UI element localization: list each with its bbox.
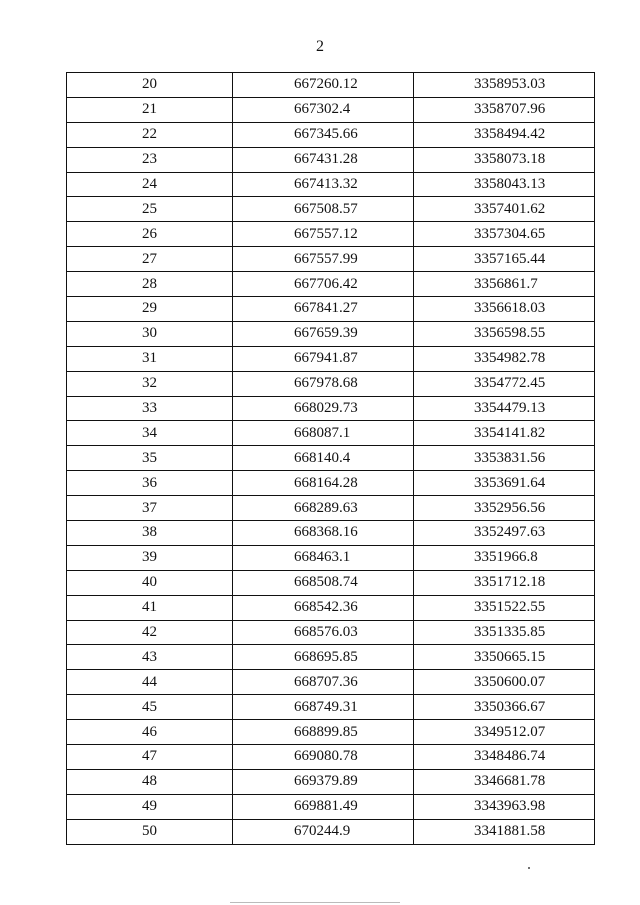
scan-edge-line [230,902,400,903]
table-row [67,496,595,521]
table-row [67,346,595,371]
point-number-cell: 35 [67,446,233,471]
point-number-cell: 27 [67,247,233,272]
x-coordinate-cell: 669881.49 [233,794,414,819]
table-row [67,720,595,745]
y-coordinate-cell: 3346681.78 [414,769,595,794]
x-coordinate-cell: 667431.28 [233,147,414,172]
y-coordinate-cell: 3343963.98 [414,794,595,819]
point-number-cell: 21 [67,97,233,122]
y-coordinate-cell: 3351712.18 [414,570,595,595]
point-number-cell: 43 [67,645,233,670]
table-row [67,695,595,720]
x-coordinate-cell: 668899.85 [233,720,414,745]
y-coordinate-cell: 3353831.56 [414,446,595,471]
table-row [67,570,595,595]
x-coordinate-cell: 669080.78 [233,745,414,770]
y-coordinate-cell: 3353691.64 [414,471,595,496]
table-row [67,172,595,197]
y-coordinate-cell: 3350600.07 [414,670,595,695]
y-coordinate-cell: 3354982.78 [414,346,595,371]
x-coordinate-cell: 667260.12 [233,73,414,98]
y-coordinate-cell: 3358953.03 [414,73,595,98]
table-row [67,247,595,272]
x-coordinate-cell: 667941.87 [233,346,414,371]
y-coordinate-cell: 3350665.15 [414,645,595,670]
point-number-cell: 45 [67,695,233,720]
point-number-cell: 48 [67,769,233,794]
y-coordinate-cell: 3356861.7 [414,272,595,297]
x-coordinate-cell: 668289.63 [233,496,414,521]
scan-speck [528,867,530,869]
table-row [67,521,595,546]
y-coordinate-cell: 3349512.07 [414,720,595,745]
y-coordinate-cell: 3354479.13 [414,396,595,421]
point-number-cell: 46 [67,720,233,745]
table-row [67,794,595,819]
table-row [67,595,595,620]
table-row [67,97,595,122]
point-number-cell: 29 [67,297,233,322]
table-row [67,147,595,172]
x-coordinate-cell: 668164.28 [233,471,414,496]
x-coordinate-cell: 668463.1 [233,545,414,570]
table-row [67,222,595,247]
table-row [67,769,595,794]
y-coordinate-cell: 3354772.45 [414,371,595,396]
point-number-cell: 22 [67,122,233,147]
table-row [67,297,595,322]
y-coordinate-cell: 3356618.03 [414,297,595,322]
point-number-cell: 25 [67,197,233,222]
table-row [67,321,595,346]
y-coordinate-cell: 3358707.96 [414,97,595,122]
table-row [67,122,595,147]
point-number-cell: 47 [67,745,233,770]
table-row [67,73,595,98]
point-number-cell: 33 [67,396,233,421]
x-coordinate-cell: 668508.74 [233,570,414,595]
point-number-cell: 41 [67,595,233,620]
point-number-cell: 31 [67,346,233,371]
x-coordinate-cell: 668368.16 [233,521,414,546]
point-number-cell: 32 [67,371,233,396]
coordinate-table [66,72,595,845]
table-row [67,421,595,446]
x-coordinate-cell: 667345.66 [233,122,414,147]
point-number-cell: 38 [67,521,233,546]
y-coordinate-cell: 3357304.65 [414,222,595,247]
point-number-cell: 28 [67,272,233,297]
point-number-cell: 36 [67,471,233,496]
point-number-cell: 39 [67,545,233,570]
y-coordinate-cell: 3358073.18 [414,147,595,172]
x-coordinate-cell: 668695.85 [233,645,414,670]
x-coordinate-cell: 668087.1 [233,421,414,446]
y-coordinate-cell: 3352497.63 [414,521,595,546]
coordinate-table-body [67,73,595,845]
y-coordinate-cell: 3356598.55 [414,321,595,346]
y-coordinate-cell: 3357401.62 [414,197,595,222]
point-number-cell: 20 [67,73,233,98]
x-coordinate-cell: 670244.9 [233,819,414,844]
page-number: 2 [316,38,324,55]
point-number-cell: 40 [67,570,233,595]
x-coordinate-cell: 667508.57 [233,197,414,222]
x-coordinate-cell: 667413.32 [233,172,414,197]
y-coordinate-cell: 3358494.42 [414,122,595,147]
point-number-cell: 42 [67,620,233,645]
point-number-cell: 37 [67,496,233,521]
y-coordinate-cell: 3351522.55 [414,595,595,620]
y-coordinate-cell: 3350366.67 [414,695,595,720]
point-number-cell: 34 [67,421,233,446]
table-row [67,620,595,645]
y-coordinate-cell: 3354141.82 [414,421,595,446]
x-coordinate-cell: 668707.36 [233,670,414,695]
point-number-cell: 26 [67,222,233,247]
x-coordinate-cell: 668576.03 [233,620,414,645]
table-row [67,197,595,222]
x-coordinate-cell: 667557.99 [233,247,414,272]
point-number-cell: 50 [67,819,233,844]
point-number-cell: 30 [67,321,233,346]
x-coordinate-cell: 667557.12 [233,222,414,247]
table-row [67,670,595,695]
y-coordinate-cell: 3341881.58 [414,819,595,844]
y-coordinate-cell: 3357165.44 [414,247,595,272]
table-row [67,545,595,570]
table-row [67,272,595,297]
point-number-cell: 49 [67,794,233,819]
x-coordinate-cell: 668029.73 [233,396,414,421]
x-coordinate-cell: 667706.42 [233,272,414,297]
x-coordinate-cell: 668542.36 [233,595,414,620]
x-coordinate-cell: 669379.89 [233,769,414,794]
table-row [67,471,595,496]
table-row [67,745,595,770]
table-row [67,819,595,844]
y-coordinate-cell: 3351966.8 [414,545,595,570]
x-coordinate-cell: 667978.68 [233,371,414,396]
y-coordinate-cell: 3348486.74 [414,745,595,770]
x-coordinate-cell: 667302.4 [233,97,414,122]
x-coordinate-cell: 668140.4 [233,446,414,471]
table-row [67,446,595,471]
table-row [67,371,595,396]
table-row [67,396,595,421]
point-number-cell: 44 [67,670,233,695]
y-coordinate-cell: 3352956.56 [414,496,595,521]
x-coordinate-cell: 668749.31 [233,695,414,720]
x-coordinate-cell: 667841.27 [233,297,414,322]
point-number-cell: 23 [67,147,233,172]
y-coordinate-cell: 3358043.13 [414,172,595,197]
x-coordinate-cell: 667659.39 [233,321,414,346]
table-row [67,645,595,670]
y-coordinate-cell: 3351335.85 [414,620,595,645]
point-number-cell: 24 [67,172,233,197]
